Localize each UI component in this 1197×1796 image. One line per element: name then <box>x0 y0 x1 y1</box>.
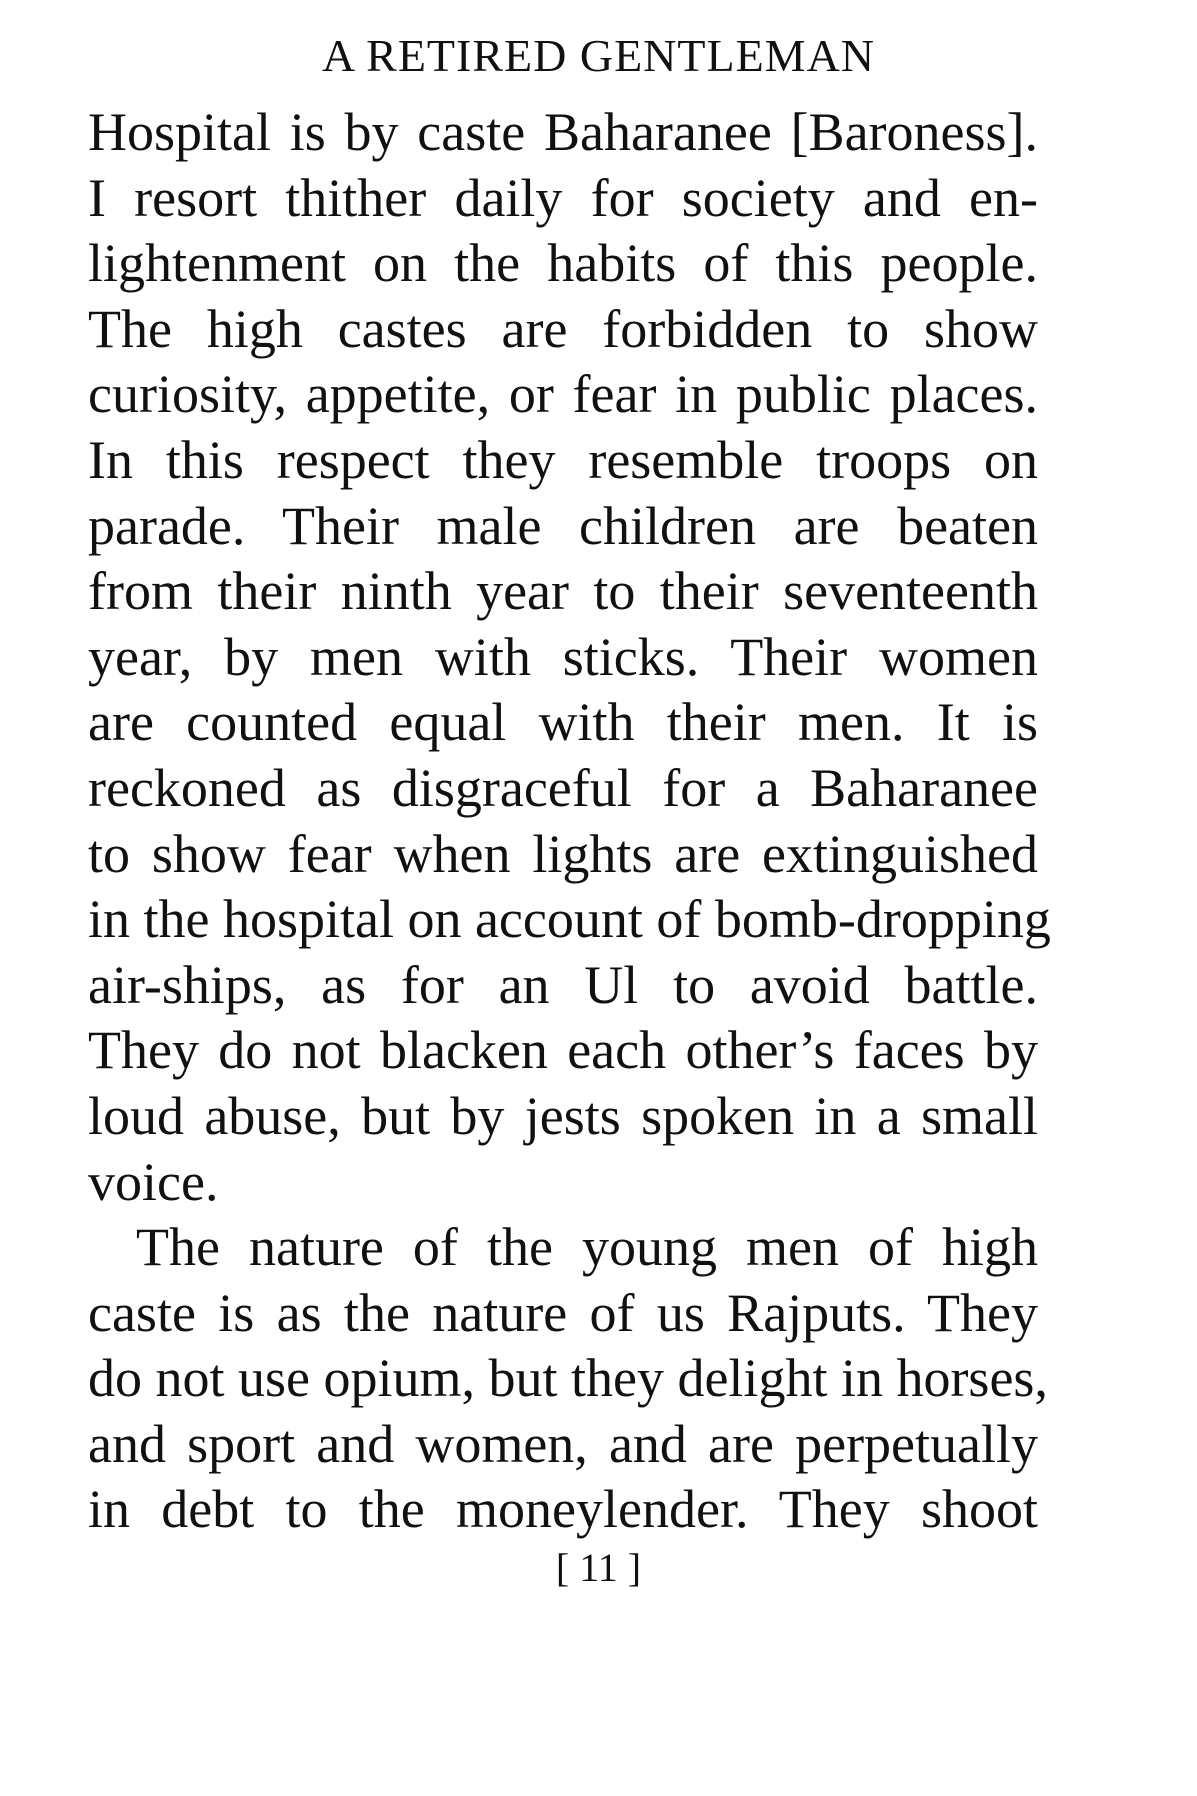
text-line: reckoned as disgraceful for a Baharanee <box>88 757 1038 818</box>
text-line: in the hospital on account of bomb-dropping <box>88 889 1051 950</box>
text-line: voice. <box>88 1151 219 1212</box>
text-line: Hospital is by caste Baharanee [Baroness]. <box>88 102 1038 162</box>
text-line: loud abuse, but by jests spoken in a small <box>88 1085 1038 1146</box>
text-line: in debt to the moneylender. They shoot <box>88 1479 1038 1540</box>
paragraph-2 <box>88 1215 1048 1543</box>
text-line: and sport and women, and are perpetually <box>88 1413 1038 1474</box>
text-line: from their ninth year to their seventeenth <box>88 561 1038 622</box>
text-line: I resort thither daily for society and en- <box>88 167 1038 228</box>
body-text <box>88 100 1051 1543</box>
text-line: caste is as the nature of us Rajputs. They <box>88 1282 1038 1343</box>
paragraph-1 <box>88 100 1051 1215</box>
text-line: year, by men with sticks. Their women <box>88 626 1038 687</box>
text-line: do not use opium, but they delight in horses, <box>88 1348 1048 1409</box>
text-line: to show fear when lights are extinguished <box>88 823 1038 884</box>
text-line: lightenment on the habits of this people. <box>88 233 1038 294</box>
text-line: are counted equal with their men. It is <box>88 692 1038 753</box>
text-line: air-ships, as for an Ul to avoid battle. <box>88 954 1038 1015</box>
text-line: In this respect they resemble troops on <box>88 429 1038 490</box>
page-number: [ 11 ] <box>555 1545 642 1590</box>
text-line: The nature of the young men of high <box>136 1217 1038 1278</box>
text-line: curiosity, appetite, or fear in public places. <box>88 364 1038 425</box>
text-line: parade. Their male children are beaten <box>88 495 1038 556</box>
text-line: They do not blacken each other’s faces by <box>88 1020 1038 1081</box>
running-head: A RETIRED GENTLEMAN <box>321 30 876 81</box>
text-line: The high castes are forbidden to show <box>88 298 1038 359</box>
